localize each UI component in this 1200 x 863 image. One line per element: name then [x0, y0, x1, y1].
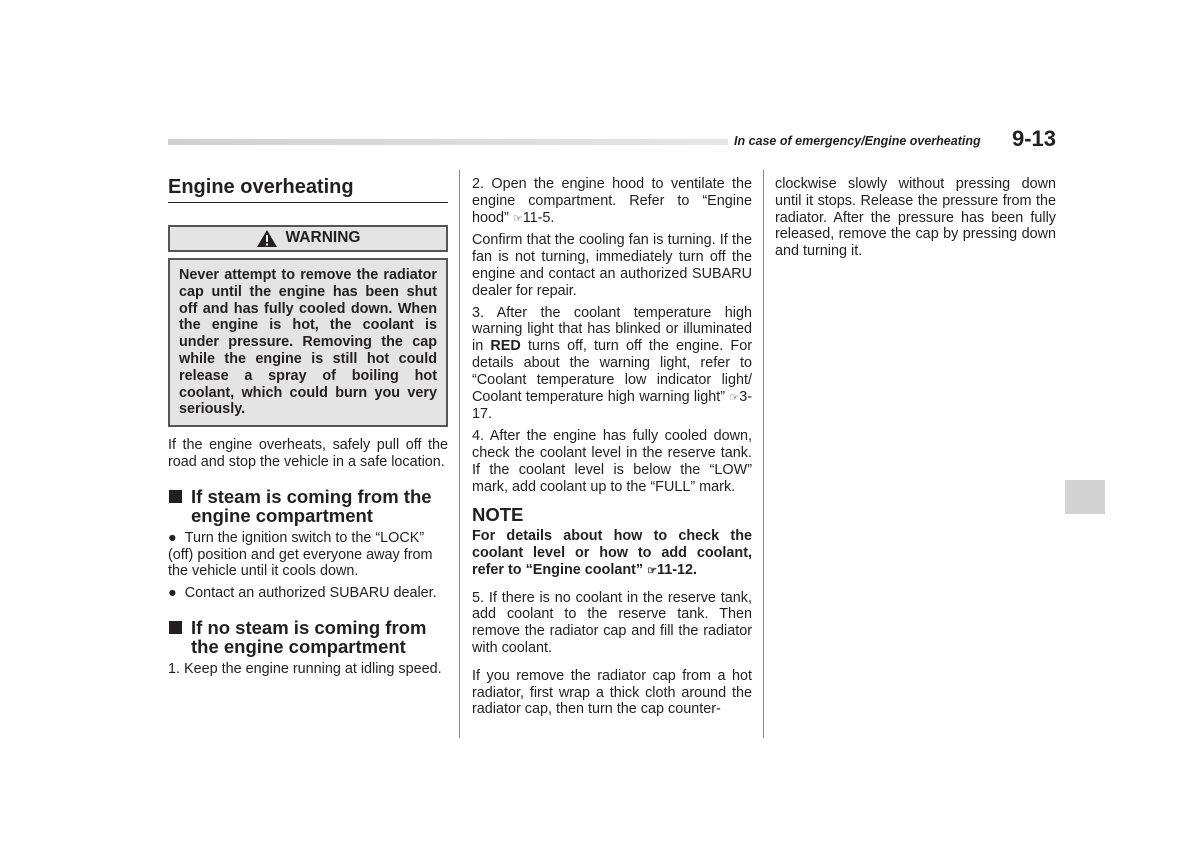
column-divider-1	[459, 170, 460, 738]
cap-paragraph: If you remove the radiator cap from a hot radiator, first wrap a thick cloth around the radiator cap, then turn the cap counter-	[472, 667, 752, 718]
column-divider-2	[763, 170, 764, 738]
column-1	[168, 176, 448, 683]
step-3-ref: 3-17.	[472, 388, 753, 423]
bullet-dot: ●	[168, 585, 177, 602]
subsection-no-steam	[168, 618, 448, 656]
chapter-thumb-tab	[1065, 480, 1105, 514]
fan-paragraph: Confirm that the cooling fan is turning. If the fan is not turning, immediately turn off the engine and contact an authorized SUBARU dealer for repair.	[472, 232, 752, 299]
column-2	[472, 176, 752, 723]
reference-pointer-icon: ☞	[512, 212, 523, 225]
bullet-text: Contact an authorized SUBARU dealer.	[184, 585, 437, 602]
column-3	[775, 176, 1056, 265]
bullet-dot: ●	[168, 529, 177, 546]
note-ref: 11-12.	[656, 561, 697, 578]
header-bar	[168, 139, 728, 145]
warning-text: Never attempt to remove the radiator cap until the engine has been shut off and has fully cooled down. When the engine is hot, the coolant is under pressure. Removing the cap while the engine is still hot could release a spray of boiling hot coolant, which could burn you very seriously.	[168, 258, 448, 427]
reference-pointer-icon: ☞	[729, 391, 740, 404]
subsection-no-steam-title: If no steam is coming from the engine compartment	[191, 616, 427, 657]
step-4: 4. After the engine has fully cooled down, check the coolant level in the reserve tank. If the coolant level is below the “LOW” mark, add coolant up to the “FULL” mark.	[472, 428, 752, 495]
running-header: In case of emergency/Engine overheating	[734, 134, 981, 148]
bullet-text: Turn the ignition switch to the “LOCK” (off) position and get everyone away from the vehicle until it cools down.	[168, 529, 433, 580]
step-2-text: 2. Open the engine hood to ventilate the engine compartment. Refer to “Engine hood”	[472, 176, 752, 226]
subsection-steam	[168, 487, 448, 525]
intro-paragraph: If the engine overheats, safely pull off the road and stop the vehicle in a safe location.	[168, 437, 448, 470]
red-emphasis: RED	[490, 338, 521, 355]
step-3	[472, 305, 752, 424]
section-marker-square	[169, 621, 182, 634]
bullet-item	[168, 585, 448, 602]
reference-pointer-icon: ☞	[647, 564, 657, 577]
bullet-item	[168, 530, 448, 580]
step-1: 1. Keep the engine running at idling speed.	[168, 660, 442, 677]
note-text: For details about how to check the coolant level or how to add coolant, refer to “Engine coolant”	[472, 528, 752, 578]
warning-label: WARNING	[285, 229, 361, 247]
step-3-text-a: 3. After the coolant temperature high warning light that has blinked or illuminated in	[472, 304, 752, 355]
section-marker-square	[169, 490, 182, 503]
page-number: 9-13	[1012, 126, 1057, 151]
warning-header	[168, 225, 448, 252]
section-title: Engine overheating	[168, 176, 448, 203]
note-title: NOTE	[472, 504, 524, 526]
step-3-text-b: turns off, turn off the engine. For details about the warning light, refer to “Coolant temperature low indicator light/ Coolant temperature high warning light”	[472, 338, 753, 405]
note-body	[472, 528, 752, 579]
subsection-steam-title: If steam is coming from the engine compartment	[191, 485, 432, 526]
warning-triangle-icon	[256, 229, 278, 248]
continued-paragraph: clockwise slowly without pressing down until it stops. Release the pressure from the radiator. After the pressure has been fully released, remove the cap by pressing down and turning it.	[775, 176, 1056, 260]
step-2	[472, 176, 752, 227]
step-2-ref: 11-5.	[522, 209, 555, 226]
step-5: 5. If there is no coolant in the reserve tank, add coolant to the reserve tank. Then remove the radiator cap and fill the radiator with coolant.	[472, 589, 752, 656]
